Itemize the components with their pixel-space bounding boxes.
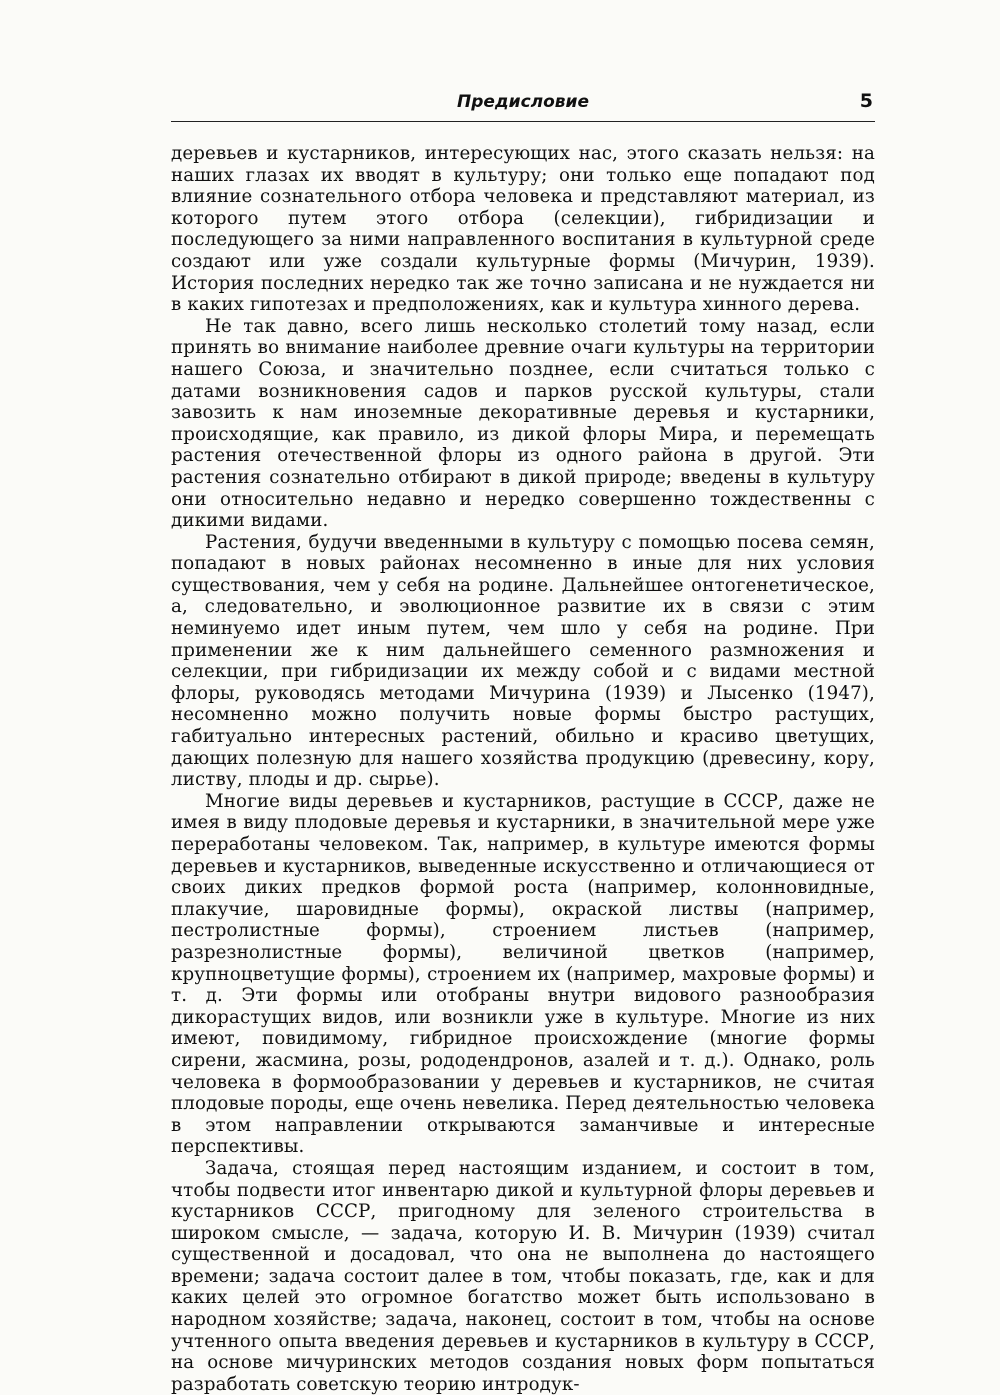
body-text [171,143,875,1395]
paragraph: Не так давно, всего лишь несколько столетий тому назад, если принять во внимание наиболее древние очаги культуры на территории нашего Союза, и значительно позднее, если считаться только с датами возникновения садов и парков русской культуры, стали завозить к нам иноземные декоративные деревья и кустарники, происходящие, как правило, из дикой флоры Мира, и перемещать растения отечественной флоры из одного района в другой. Эти растения сознательно отбирают в дикой природе; введены в культуру они относительно недавно и нередко совершенно тождественны с дикими видами. [171,315,875,532]
paragraph: Растения, будучи введенными в культуру с помощью посева семян, попадают в новых районах несомненно в иные для них условия существования, чем у себя на родине. Дальнейшее онтогенетическое, а, следовательно, и эволюционное развитие их в связи с этим неминуемо идет иным путем, чем шло у себя на родине. При применении же к ним дальнейшего семенного размножения и селекции, при гибридизации их между собой и с видами местной флоры, руководясь методами Мичурина (1939) и Лысенко (1947), несомненно можно получить новые формы быстро растущих, габитуально интересных растений, обильно и красиво цветущих, дающих полезную для нашего хозяйства продукцию (древесину, кору, листву, плоды и др. сырье). [171,531,875,791]
paragraph: Задача, стоящая перед настоящим изданием, и состоит в том, чтобы подвести итог инвентарю дикой и культурной флоры деревьев и кустарников СССР, пригодному для зеленого строительства в широком смысле, — задача, которую И. В. Мичурин (1939) считал существенной и досадовал, что она не выполнена до настоящего времени; задача состоит далее в том, чтобы показать, где, как и для каких целей это огромное богатство может быть использовано в народном хозяйстве; задача, наконец, состоит в том, чтобы на основе учтенного опыта введения деревьев и кустарников в культуру в СССР, на основе мичуринских методов создания новых форм попытаться разработать советскую теорию интродук- [171,1157,875,1395]
paragraph: Многие виды деревьев и кустарников, растущие в СССР, даже не имея в виду плодовые деревья и кустарники, в значительной мере уже переработаны человеком. Так, например, в культуре имеются формы деревьев и кустарников, выведенные искусственно и отличающиеся от своих диких предков формой роста (например, колонновидные, плакучие, шаровидные формы), окраской листвы (например, пестролистные формы), строением листьев (например, разрезнолистные формы), величиной цветков (например, крупноцветущие формы), строением их (например, махровые формы) и т. д. Эти формы или отобраны внутри видового разнообразия дикорастущих видов, или возникли уже в культуре. Многие из них имеют, повидимому, гибридное происхождение (многие формы сирени, жасмина, розы, рододендронов, азалей и т. д.). Однако, роль человека в формообразовании у деревьев и кустарников, не считая плодовые породы, еще очень невелика. Перед деятельностью человека в этом направлении открываются заманчивые и интересные перспективы. [171,790,875,1158]
running-title: Предисловие [457,92,589,112]
page-number: 5 [859,90,873,112]
header-rule [171,121,875,122]
page-header [171,92,875,122]
paragraph-continued: деревьев и кустарников, интересующих нас, этого сказать нельзя: на наших глазах их вводят в культуру; они только еще попадают под влияние сознательного отбора человека и представляют материал, из которого путем этого отбора (селекции), гибридизации и последующего за ними направленного воспитания в культурной среде создают или уже создали культурные формы (Мичурин, 1939). История последних нередко так же точно записана и не нуждается ни в каких гипотезах и предположениях, как и культура хинного дерева. [171,143,875,316]
